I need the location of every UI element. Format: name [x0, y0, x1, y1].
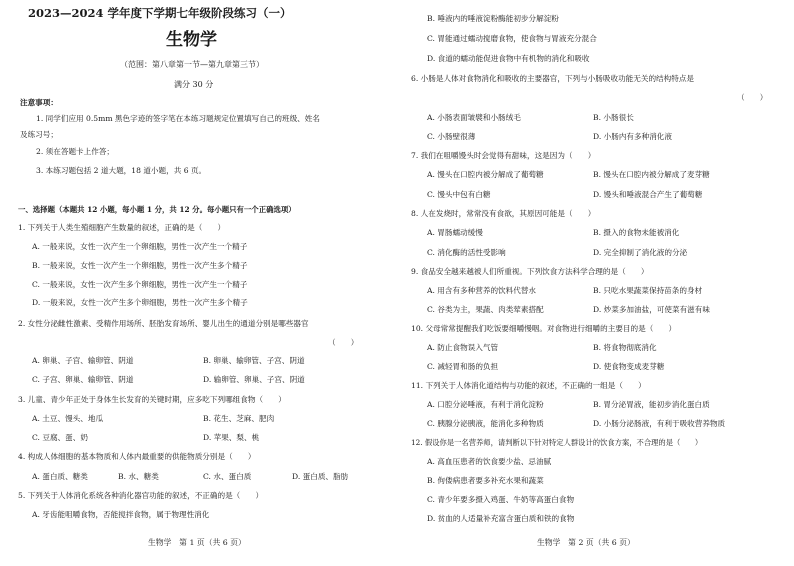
question-7-stem: 7. 我们在咀嚼馒头时会觉得有甜味，这是因为（ ）: [411, 151, 596, 160]
question-4-option-d: D. 蛋白质、脂肪: [292, 472, 349, 481]
page-footer: 生物学 第 2 页（共 6 页）: [537, 538, 635, 547]
question-8-stem: 8. 人在发烧时，常常没有食欲，其原因可能是（ ）: [411, 209, 596, 218]
question-8-option-d: D. 完全抑制了消化液的分泌: [593, 248, 688, 257]
question-2-option-b: B. 卵巢、输卵管、子宫、阴道: [203, 356, 305, 365]
question-9-option-d: D. 炒菜多加油盐，可使菜有滋有味: [593, 305, 710, 314]
question-3-option-b: B. 花生、芝麻、肥肉: [203, 414, 275, 423]
question-4-option-b: B. 水、糖类: [118, 472, 159, 481]
question-12-option-c: C. 青少年要多摄入鸡蛋、牛奶等高蛋白食物: [427, 495, 575, 504]
question-11-option-b: B. 胃分泌胃液，能初步消化蛋白质: [593, 400, 710, 409]
question-8-option-b: B. 摄入的食物未能被消化: [593, 228, 680, 237]
question-10-stem: 10. 父母常常提醒我们吃饭要细嚼慢咽。对食物进行细嚼的主要目的是（ ）: [411, 324, 677, 333]
question-6-bracket: （ ）: [737, 93, 768, 102]
question-11-option-d: D. 小肠分泌肠液，有利于吸收营养物质: [593, 419, 726, 428]
question-6-option-d: D. 小肠内有多种消化液: [593, 132, 672, 141]
exam-title: 2023—2024 学年度下学期七年级阶段练习（一）: [28, 6, 292, 20]
question-6-option-c: C. 小肠壁很薄: [427, 132, 476, 141]
question-7-option-c: C. 馒头中包有白糖: [427, 190, 491, 199]
section-1-heading: 一、选择题（本题共 12 小题，每小题 1 分，共 12 分。每小题只有一个正确选项）: [18, 205, 296, 214]
question-11-option-a: A. 口腔分泌唾液，有利于消化淀粉: [427, 400, 544, 409]
question-1-stem: 1. 下列关于人类生殖细胞产生数量的叙述，正确的是（ ）: [18, 223, 226, 232]
question-2-stem: 2. 女性分泌雌性激素、受精作用场所、胚胎发育场所、婴儿出生的通道分别是哪些器官: [18, 319, 309, 328]
question-9-stem: 9. 食品安全越来越被人们所重视。下列饮食方法科学合理的是（ ）: [411, 267, 649, 276]
question-5-stem: 5. 下列关于人体消化系统各种消化器官功能的叙述，不正确的是（ ）: [18, 491, 264, 500]
note-line: 1. 同学们应用 0.5mm 黑色字迹的签字笔在本练习题规定位置填写自己的班级、姓名: [36, 114, 320, 123]
question-10-option-a: A. 防止食物误入气管: [427, 343, 499, 352]
question-9-option-b: B. 只吃水果蔬菜保持苗条的身材: [593, 286, 703, 295]
question-10-option-c: C. 减轻胃和肠的负担: [427, 362, 499, 371]
question-10-option-b: B. 将食物彻底消化: [593, 343, 657, 352]
question-3-option-c: C. 豆腐、蛋、奶: [32, 433, 88, 442]
note-line: 3. 本练习题包括 2 道大题，18 道小题，共 6 页。: [36, 166, 207, 175]
question-12-option-b: B. 佝偻病患者要多补充水果和蔬菜: [427, 476, 544, 485]
question-3-option-d: D. 苹果、梨、桃: [203, 433, 260, 442]
full-score: 满分 30 分: [174, 80, 214, 89]
page-footer: 生物学 第 1 页（共 6 页）: [148, 538, 246, 547]
question-12-stem: 12. 假设你是一名营养师，请判断以下针对特定人群设计的饮食方案，不合理的是（ ）: [411, 438, 703, 447]
question-8-option-a: A. 胃肠蠕动缓慢: [427, 228, 483, 237]
question-2-option-c: C. 子宫、卵巢、输卵管、阴道: [32, 375, 134, 384]
question-1-option-a: A. 一般来说，女性一次产生一个卵细胞，男性一次产生一个精子: [32, 242, 248, 251]
note-line: 及练习号；: [20, 130, 58, 139]
question-3-stem: 3. 儿童、青少年正处于身体生长发育的关键时期，应多吃下列哪组食物（ ）: [18, 395, 286, 404]
exam-scope: （范围：第八章第一节—第九章第三节）: [120, 60, 264, 69]
question-10-option-d: D. 使食物变成麦芽糖: [593, 362, 665, 371]
question-9-option-a: A. 用含有多种营养的饮料代替水: [427, 286, 537, 295]
question-5-option-a: A. 牙齿能咀嚼食物，否能搅拌食物，属于物理性消化: [32, 510, 210, 519]
question-6-option-a: A. 小肠表面皱襞和小肠绒毛: [427, 113, 521, 122]
question-8-option-c: C. 消化酶的活性受影响: [427, 248, 506, 257]
question-2-option-d: D. 输卵管、卵巢、子宫、阴道: [203, 375, 305, 384]
question-1-option-b: B. 一般来说，女性一次产生一个卵细胞，男性一次产生多个精子: [32, 261, 248, 270]
question-11-stem: 11. 下列关于人体消化道结构与功能的叙述，不正确的一组是（ ）: [411, 381, 646, 390]
question-7-option-b: B. 馒头在口腔内被分解成了麦芽糖: [593, 170, 710, 179]
question-11-option-c: C. 胰腺分泌胰液，能消化多种物质: [427, 419, 544, 428]
question-6-option-b: B. 小肠很长: [593, 113, 634, 122]
question-1-option-c: C. 一般来说，女性一次产生多个卵细胞，男性一次产生一个精子: [32, 280, 248, 289]
notes-heading: 注意事项：: [20, 98, 58, 107]
question-5-option-b: B. 唾液内的唾液淀粉酶能初步分解淀粉: [427, 14, 559, 23]
question-6-stem: 6. 小肠是人体对食物消化和吸收的主要器官，下列与小肠吸收功能无关的结构特点是: [411, 74, 695, 83]
question-4-option-c: C. 水、蛋白质: [203, 472, 252, 481]
note-line: 2. 须在答题卡上作答；: [36, 147, 115, 156]
question-4-option-a: A. 蛋白质、糖类: [32, 472, 88, 481]
question-7-option-d: D. 馒头和唾液混合产生了葡萄糖: [593, 190, 703, 199]
question-9-option-c: C. 谷类为主，果蔬、肉类荤素搭配: [427, 305, 544, 314]
exam-page-2: [397, 0, 794, 566]
question-3-option-a: A. 土豆、馒头、地瓜: [32, 414, 104, 423]
subject-title: 生物学: [166, 30, 217, 50]
question-2-bracket: （ ）: [328, 338, 359, 347]
question-12-option-d: D. 贫血的人适量补充富含蛋白质和铁的食物: [427, 514, 575, 523]
question-4-stem: 4. 构成人体细胞的基本物质和人体内最重要的供能物质分别是（ ）: [18, 452, 256, 461]
question-7-option-a: A. 馒头在口腔内被分解成了葡萄糖: [427, 170, 544, 179]
question-2-option-a: A. 卵巢、子宫、输卵管、阴道: [32, 356, 134, 365]
question-1-option-d: D. 一般来说，女性一次产生多个卵细胞，男性一次产生多个精子: [32, 298, 248, 307]
question-5-option-c: C. 胃能通过蠕动搅磨食物，使食物与胃液充分混合: [427, 34, 597, 43]
question-5-option-d: D. 食道的蠕动能促进食物中有机物的消化和吸收: [427, 54, 590, 63]
question-12-option-a: A. 高血压患者的饮食要少盐、忌油腻: [427, 457, 552, 466]
